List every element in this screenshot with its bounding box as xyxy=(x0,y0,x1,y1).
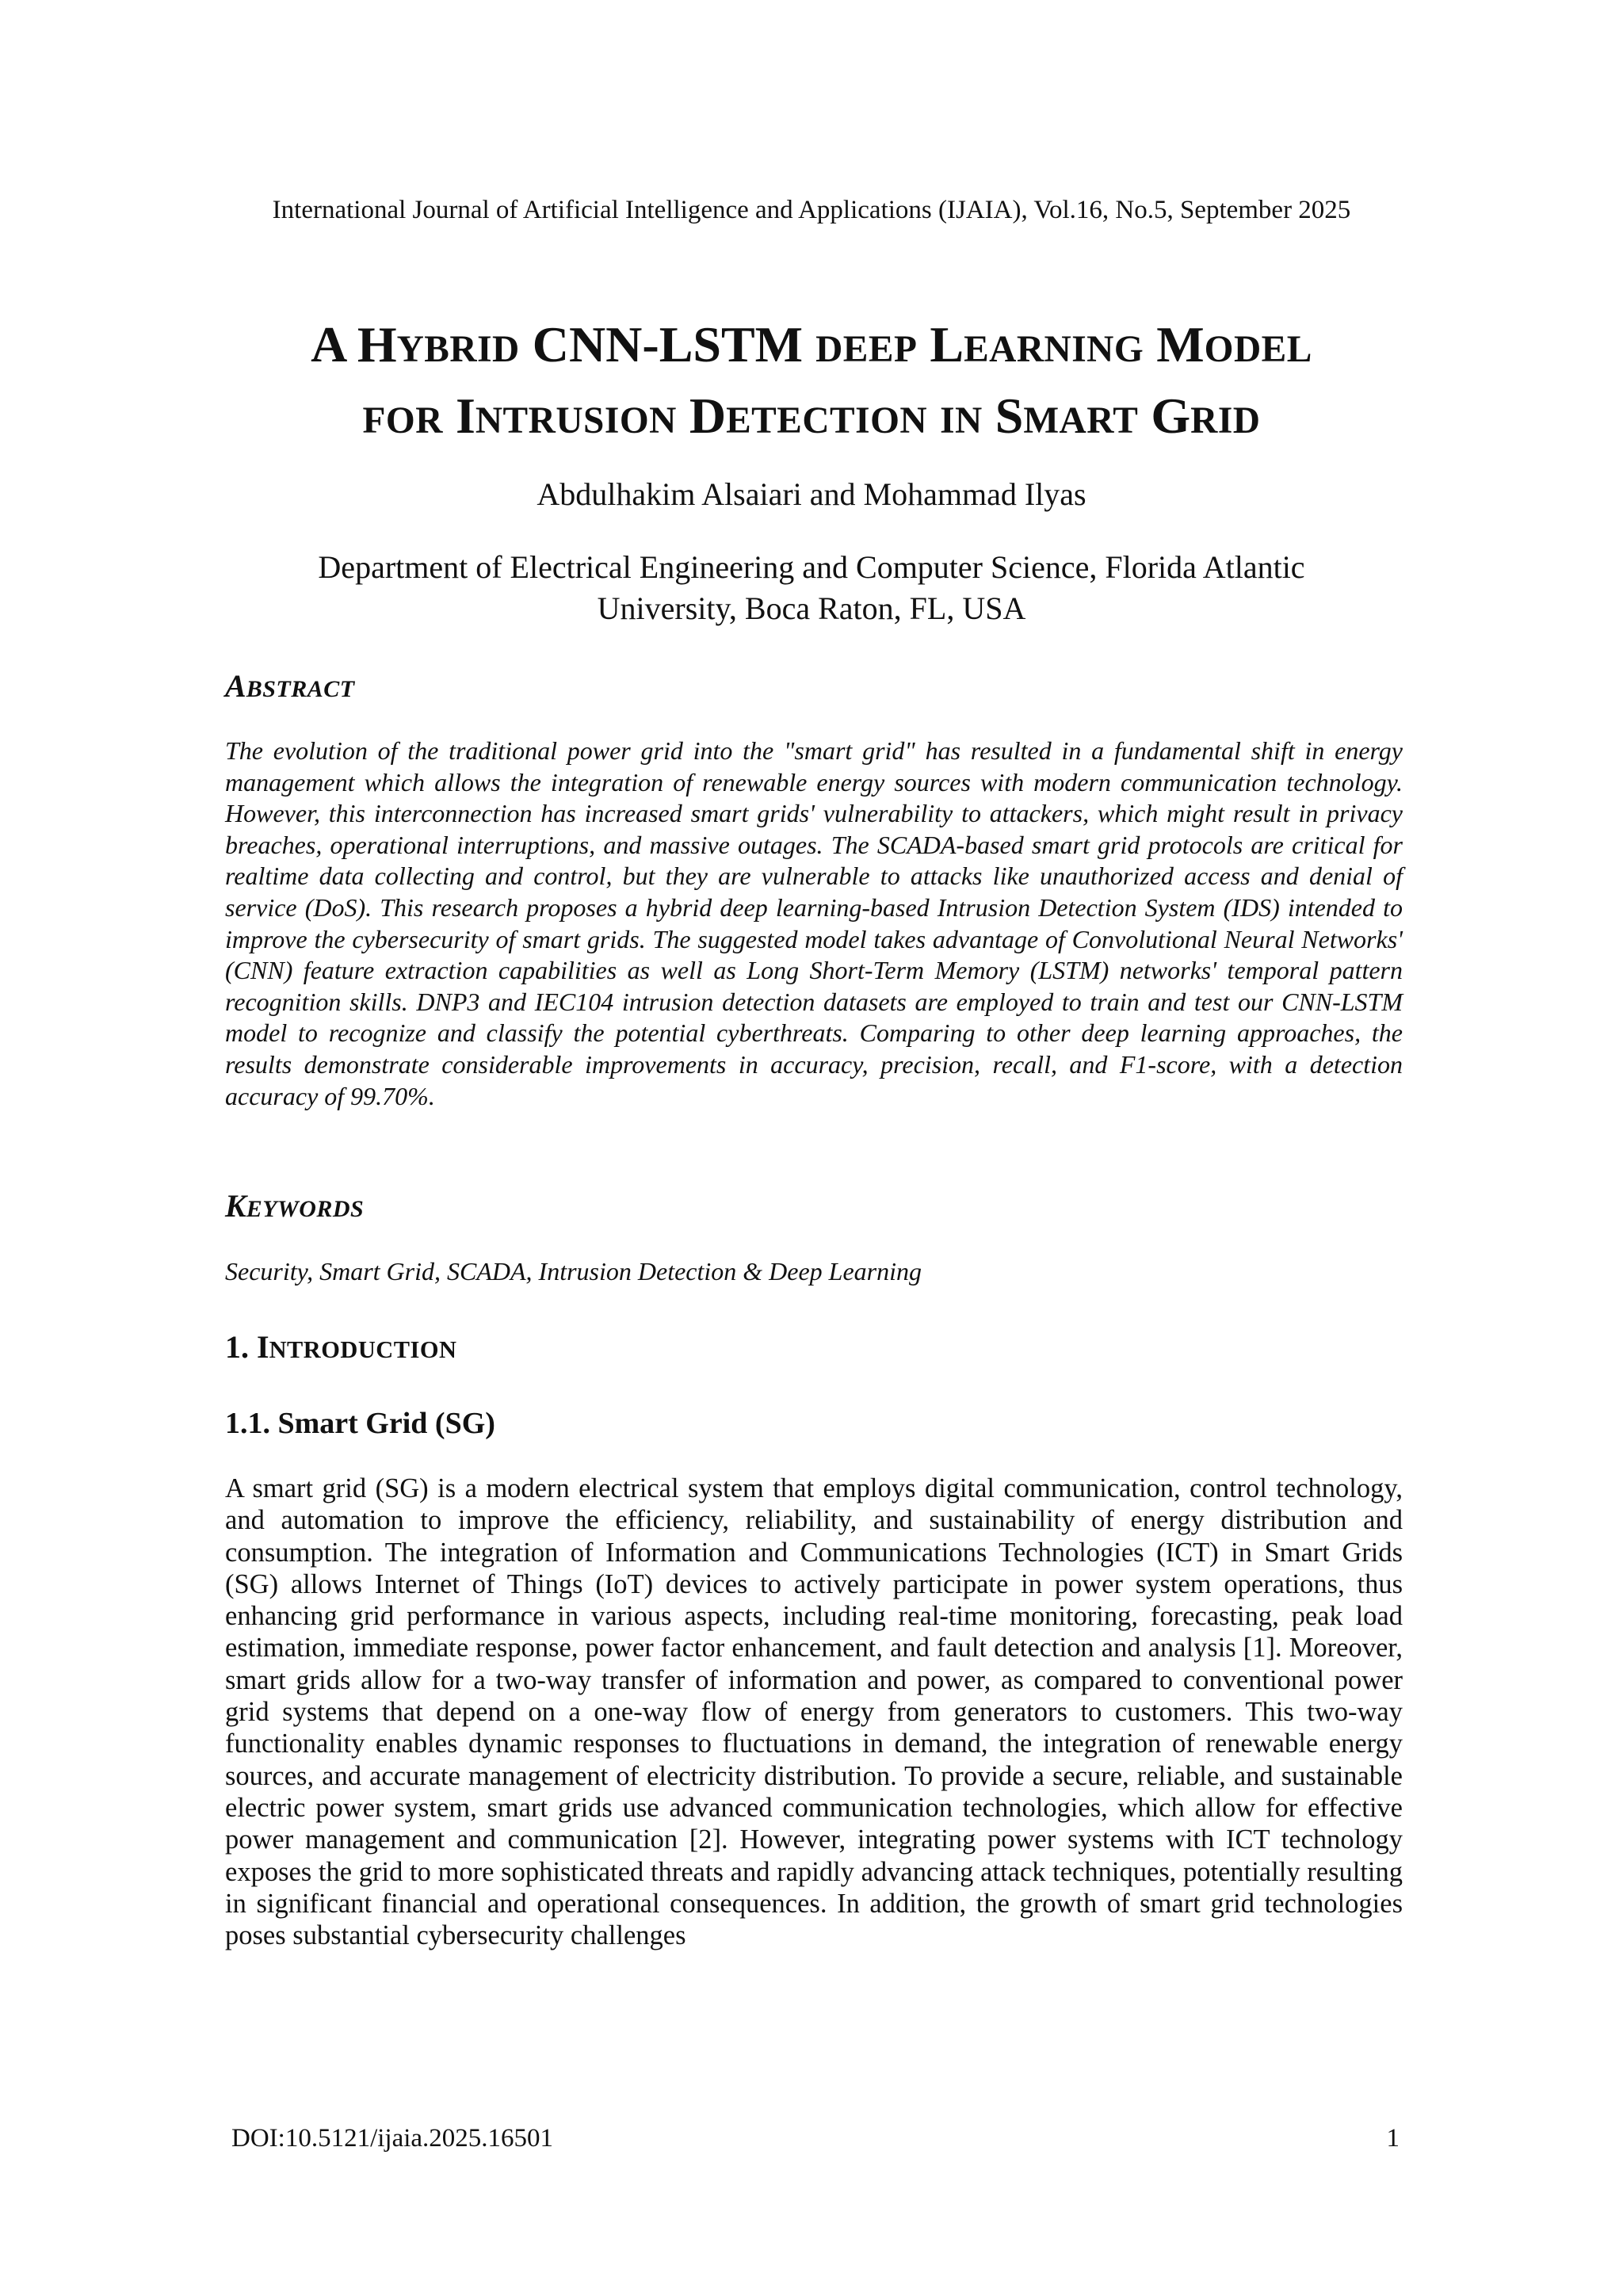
title-part: S xyxy=(982,388,1024,444)
title-part: RID xyxy=(1190,400,1261,441)
keywords-heading xyxy=(225,1187,364,1228)
title-part: CNN-LSTM xyxy=(519,316,816,372)
title-part: MART xyxy=(1023,400,1139,441)
title-part: FOR xyxy=(362,400,443,441)
abstract-heading xyxy=(225,667,355,709)
keywords-text: Security, Smart Grid, SCADA, Intrusion Detection & Deep Learning xyxy=(225,1257,922,1286)
abstract-heading-rest: BSTRACT xyxy=(246,676,355,702)
section-number: 1. I xyxy=(225,1329,269,1365)
title-part: ETECTION xyxy=(726,400,928,441)
author-affiliation: Department of Electrical Engineering and Computer Science, Florida Atlantic University, Boca Raton, FL, USA xyxy=(318,549,1305,626)
section-title: NTRODUCTION xyxy=(269,1336,457,1363)
title-part: ODEL xyxy=(1204,329,1312,370)
title-part: L xyxy=(917,316,964,372)
paper-title xyxy=(127,311,1496,454)
keywords-heading-rest: EYWORDS xyxy=(246,1196,365,1222)
title-part xyxy=(927,388,940,444)
title-part: H xyxy=(357,316,397,372)
body-paragraph: A smart grid (SG) is a modern electrical system that employs digital communication, control technology, and automation to improve the efficiency, reliability, and sustainability of energy distribution and consumption. The integration of Information and Communications Technologies (ICT) in Smart Grids (SG) allows Internet of Things (IoT) devices to actively participate in power system operations, thus enhancing grid performance in various aspects, including real-time monitoring, forecasting, peak load estimation, immediate response, power factor enhancement, and fault detection and analysis [1]. Moreover, smart grids allow for a two-way transfer of information and power, as compared to conventional power grid systems that depend on a one-way flow of energy from generators to customers. This two-way functionality enables dynamic responses to fluctuations in demand, the integration of renewable energy sources, and accurate management of electricity distribution. To provide a secure, reliable, and sustainable electric power system, smart grids use advanced communication technologies, which allow for effective power management and communication [2]. However, integrating power systems with ICT technology exposes the grid to more sophisticated threats and rapidly advancing attack techniques, potentially resulting in significant financial and operational consequences. In addition, the growth of smart grid technologies poses substantial cybersecurity challenges xyxy=(225,1473,1403,1951)
title-part: DEEP xyxy=(815,329,918,370)
subsection-heading: 1.1. Smart Grid (SG) xyxy=(225,1407,495,1440)
title-part: IN xyxy=(940,400,983,441)
title-part: M xyxy=(1144,316,1205,372)
title-part: D xyxy=(676,388,727,444)
title-line-1 xyxy=(127,311,1496,383)
abstract-text: The evolution of the traditional power grid into the "smart grid" has resulted in a fundamental shift in energy management which allows the integration of renewable energy sources with modern communication technology. However, this interconnection has increased smart grids' vulnerability to attackers, which might result in privacy breaches, operational interruptions, and massive outages. The SCADA-based smart grid protocols are critical for realtime data collecting and control, but they are vulnerable to attacks like unauthorized access and denial of service (DoS). This research proposes a hybrid deep learning-based Intrusion Detection System (IDS) intended to improve the cybersecurity of smart grids. The suggested model takes advantage of Convolutional Neural Networks' (CNN) feature extraction capabilities as well as Long Short-Term Memory (LSTM) networks' temporal pattern recognition skills. DNP3 and IEC104 intrusion detection datasets are employed to train and test our CNN-LSTM model to recognize and classify the potential cyberthreats. Comparing to other deep learning approaches, the results demonstrate considerable improvements in accuracy, precision, recall, and F1-score, with a detection accuracy of 99.70%. xyxy=(225,736,1403,1110)
title-part: A xyxy=(311,316,357,372)
section-heading-introduction xyxy=(225,1328,456,1369)
title-part: NTRUSION xyxy=(475,400,677,441)
title-line-2 xyxy=(127,383,1496,454)
keywords-heading-initial: K xyxy=(225,1188,246,1224)
title-part: YBRID xyxy=(396,329,520,370)
title-part: G xyxy=(1138,388,1191,444)
page-number: 1 xyxy=(1386,2124,1400,2153)
footer-doi: DOI:10.5121/ijaia.2025.16501 xyxy=(231,2124,554,2153)
title-part: I xyxy=(442,388,475,444)
abstract-heading-initial: A xyxy=(225,668,246,704)
author-list: Abdulhakim Alsaiari and Mohammad Ilyas xyxy=(537,476,1086,512)
running-header: International Journal of Artificial Intelligence and Applications (IJAIA), Vol.16, No.5, September 2025 xyxy=(272,196,1351,224)
title-part: EARNING xyxy=(964,329,1144,370)
